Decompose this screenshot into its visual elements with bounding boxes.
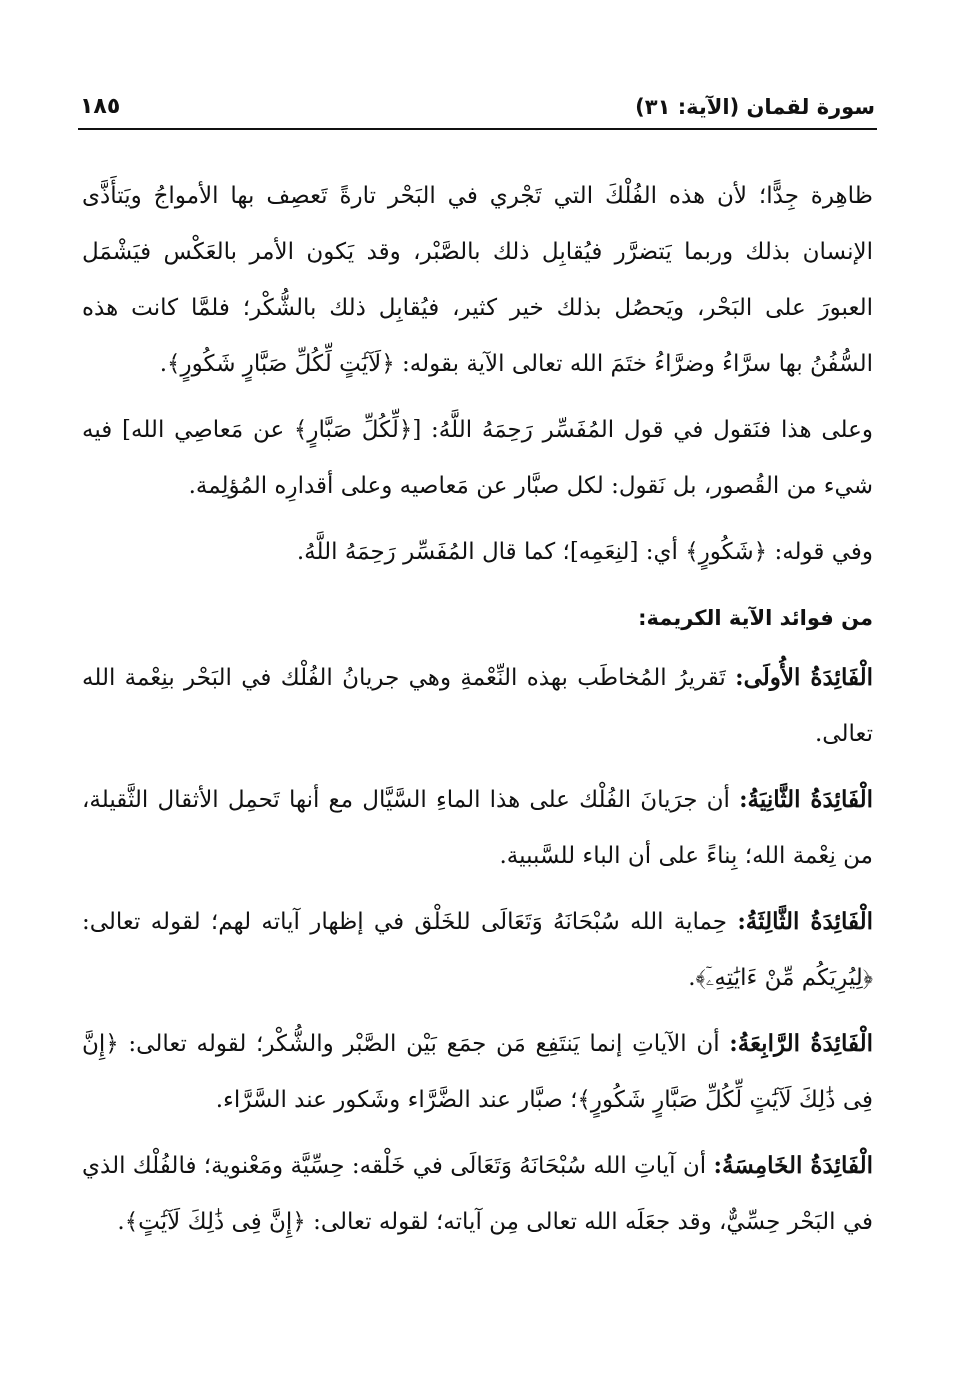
faida-5-text: أن آياتِ الله سُبْحَانَهُ وَتَعَالَى في خَلْقه: حِسِّيَّة ومَعْنوية؛ فالفُلْك الذي في البَحْر حِسِّيٌّ، وقد جعَلَه الله تعالى مِن آياته؛ لقوله تعالى: ﴿إِنَّ فِى ذَٰلِكَ لَآيَٰتٍ﴾.	[82, 1153, 873, 1235]
section-heading: من فوائد الآية الكريمة:	[638, 606, 873, 630]
faida-3-label: الْفَائِدَةُ الثَّالِثَةُ:	[737, 908, 873, 935]
running-title: سورة لقمان (الآية: ٣١)	[635, 95, 875, 119]
faida-4-text: أن الآياتِ إنما يَنتَفِع مَن جمَع بَيْن الصَّبْر والشُّكْر؛ لقوله تعالى: ﴿إِنَّ فِى ذَٰلِكَ لَآيَٰتٍ لِّكُلِّ صَبَّارٍ شَكُورٍ﴾؛ صبَّار عند الضَّرَّاء وشَكور عند السَّرَّاء.	[82, 1031, 873, 1113]
faida-2-label: الْفَائِدَةُ الثَّانِيَةُ:	[739, 786, 873, 813]
faida-4	[82, 1016, 873, 1128]
paragraph-1: ظاهِرة جِدًّا؛ لأن هذه الفُلْكَ التي تَجْري في البَحْر تارةً تَعصِف بها الأمواجُ ويَتأَذَّى الإنسان بذلك وربما يَتضرَّر فيُقابِل ذلك بالصَّبْر، وقد يَكون الأمر بالعَكْس فيَشْمَل العبورَ على البَحْر، ويَحصُل بذلك خير كثير، فيُقابِل ذلك بالشُّكْر؛ فلمَّا كانت هذه السُّفُنُ بها سرَّاءُ وضرَّاءُ ختَمَ الله تعالى الآية بقوله: ﴿لَآيَٰتٍ لِّكُلِّ صَبَّارٍ شَكُورٍ﴾.	[82, 183, 873, 377]
header-divider	[78, 128, 877, 130]
faida-3	[82, 894, 873, 1006]
faida-5-label: الْفَائِدَةُ الخَامِسَةُ:	[713, 1152, 874, 1179]
faida-1	[82, 650, 873, 762]
page-number: ١٨٥	[80, 94, 121, 119]
faida-4-label: الْفَائِدَةُ الرَّابِعَةُ:	[729, 1030, 873, 1057]
faida-2	[82, 772, 873, 884]
paragraph-2: وعلى هذا فنَقول في قول المُفَسِّر رَحِمَهُ اللَّهُ: [﴿لِّكُلِّ صَبَّارٍ﴾ عن مَعاصِي الله] فيه شيء من القُصور، بل نَقول: لكل صبَّار عن مَعاصيه وعلى أقدارِه المُؤلِمة.	[82, 417, 873, 499]
faida-2-text: أن جرَيانَ الفُلْك على هذا الماءِ السَّيَّال مع أنها تَحمِل الأثقال الثَّقيلة، من نِعْمة الله؛ بِناءً على أن الباء للسَّببية.	[82, 787, 873, 869]
page-body	[82, 168, 873, 1260]
paragraph-3: وفي قوله: ﴿شَكُورٍ﴾ أي: [لنِعَمِه]؛ كما قال المُفَسِّر رَحِمَهُ اللَّهُ.	[296, 539, 873, 565]
faida-1-label: الْفَائِدَةُ الأُولَى:	[735, 664, 873, 691]
faida-3-text: حِماية الله سُبْحَانَهُ وَتَعَالَى للخَلْق في إظهار آياته لهم؛ لقوله تعالى: ﴿لِيُرِيَكُم مِّنْ ءَايَٰتِهِۦٓ﴾.	[82, 909, 873, 991]
page-header	[80, 92, 875, 128]
faida-5	[82, 1138, 873, 1250]
faida-1-text: تَقريرُ المُخاطَب بهذه النِّعْمةِ وهي جريانُ الفُلْك في البَحْر بنِعْمة الله تعالى.	[82, 665, 873, 747]
